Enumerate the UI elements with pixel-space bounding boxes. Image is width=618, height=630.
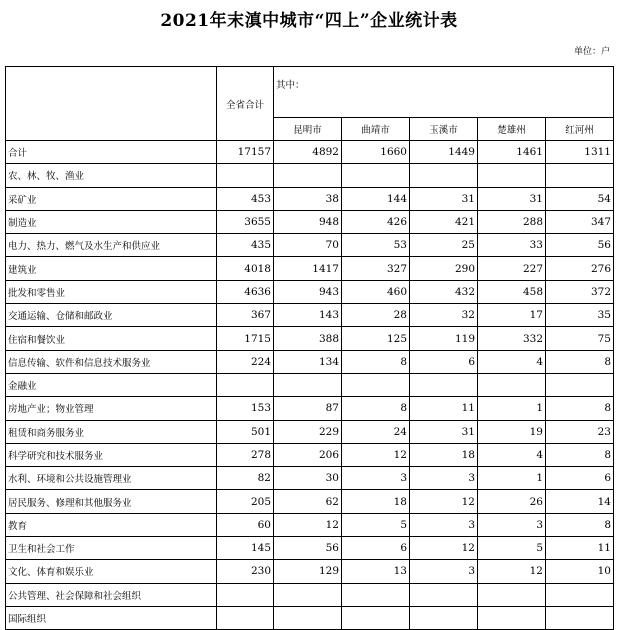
table-cell: 25 (410, 234, 478, 257)
row-label: 农、林、牧、渔业 (6, 164, 217, 187)
row-label: 制造业 (6, 210, 217, 233)
table-cell: 75 (546, 327, 614, 350)
row-label: 国际组织 (6, 606, 217, 629)
table-row (6, 187, 614, 210)
table-row (6, 280, 614, 303)
table-cell: 54 (546, 187, 614, 210)
table-cell: 153 (217, 397, 274, 420)
header-city-kunming: 昆明市 (274, 118, 342, 141)
table-cell: 119 (410, 327, 478, 350)
table-cell (217, 583, 274, 606)
table-cell: 3 (410, 513, 478, 536)
table-cell (217, 164, 274, 187)
table-row (6, 490, 614, 513)
row-label: 合计 (6, 141, 217, 164)
header-city-yuxi: 玉溪市 (410, 118, 478, 141)
table-row (6, 420, 614, 443)
table-cell: 56 (546, 234, 614, 257)
table-row (6, 141, 614, 164)
table-cell: 82 (217, 467, 274, 490)
table-cell: 35 (546, 304, 614, 327)
table-cell: 426 (342, 210, 410, 233)
table-cell: 432 (410, 280, 478, 303)
table-cell: 1 (478, 467, 546, 490)
table-cell: 19 (478, 420, 546, 443)
table-cell: 1417 (274, 257, 342, 280)
table-cell: 347 (546, 210, 614, 233)
row-label: 房地产业；物业管理 (6, 397, 217, 420)
row-label: 卫生和社会工作 (6, 537, 217, 560)
table-cell: 31 (410, 187, 478, 210)
table-cell: 53 (342, 234, 410, 257)
table-cell: 3 (410, 560, 478, 583)
table-cell: 3 (410, 467, 478, 490)
table-cell (274, 606, 342, 629)
row-label: 采矿业 (6, 187, 217, 210)
table-cell: 11 (546, 537, 614, 560)
table-cell (410, 606, 478, 629)
table-cell (546, 606, 614, 629)
table-cell: 1311 (546, 141, 614, 164)
table-cell (342, 164, 410, 187)
header-city-honghe: 红河州 (546, 118, 614, 141)
row-label: 公共管理、社会保障和社会组织 (6, 583, 217, 606)
table-cell (342, 373, 410, 396)
table-cell: 12 (410, 490, 478, 513)
table-cell: 3655 (217, 210, 274, 233)
table-row (6, 467, 614, 490)
row-label: 住宿和餐饮业 (6, 327, 217, 350)
row-label: 建筑业 (6, 257, 217, 280)
table-row (6, 606, 614, 629)
table-cell: 288 (478, 210, 546, 233)
table-cell (546, 583, 614, 606)
row-label: 金融业 (6, 373, 217, 396)
header-city-chuxiong: 楚雄州 (478, 118, 546, 141)
table-row (6, 537, 614, 560)
table-cell: 4636 (217, 280, 274, 303)
table-cell: 12 (478, 560, 546, 583)
header-row-1 (6, 67, 614, 118)
table-cell: 56 (274, 537, 342, 560)
table-cell: 206 (274, 443, 342, 466)
table-cell: 12 (342, 443, 410, 466)
table-cell: 17157 (217, 141, 274, 164)
statistics-table (5, 66, 614, 630)
table-cell (274, 373, 342, 396)
table-cell: 8 (546, 513, 614, 536)
table-row (6, 210, 614, 233)
table-cell: 1 (478, 397, 546, 420)
table-cell: 24 (342, 420, 410, 443)
table-cell: 125 (342, 327, 410, 350)
table-cell (478, 606, 546, 629)
table-cell: 62 (274, 490, 342, 513)
row-label: 电力、热力、燃气及水生产和供应业 (6, 234, 217, 257)
table-cell: 4018 (217, 257, 274, 280)
table-cell: 17 (478, 304, 546, 327)
table-row (6, 327, 614, 350)
table-cell: 4 (478, 443, 546, 466)
row-label: 信息传输、软件和信息技术服务业 (6, 350, 217, 373)
row-label: 教育 (6, 513, 217, 536)
table-cell (217, 373, 274, 396)
table-row (6, 443, 614, 466)
table-cell: 11 (410, 397, 478, 420)
table-cell: 31 (478, 187, 546, 210)
table-cell: 30 (274, 467, 342, 490)
table-cell (274, 164, 342, 187)
table-cell (546, 164, 614, 187)
table-cell: 4 (478, 350, 546, 373)
table-row (6, 373, 614, 396)
table-cell: 6 (410, 350, 478, 373)
table-cell: 230 (217, 560, 274, 583)
table-cell: 453 (217, 187, 274, 210)
page-title: 2021年末滇中城市“四上”企业统计表 (160, 11, 458, 31)
header-city-qujing: 曲靖市 (342, 118, 410, 141)
table-cell: 224 (217, 350, 274, 373)
row-label: 文化、体育和娱乐业 (6, 560, 217, 583)
table-cell: 4892 (274, 141, 342, 164)
table-cell: 367 (217, 304, 274, 327)
table-row (6, 304, 614, 327)
row-label: 交通运输、仓储和邮政业 (6, 304, 217, 327)
table-cell: 943 (274, 280, 342, 303)
table-cell: 129 (274, 560, 342, 583)
table-cell: 87 (274, 397, 342, 420)
table-cell (478, 583, 546, 606)
table-cell: 32 (410, 304, 478, 327)
table-cell: 227 (478, 257, 546, 280)
table-cell: 12 (410, 537, 478, 560)
table-cell (410, 373, 478, 396)
row-label: 批发和零售业 (6, 280, 217, 303)
table-cell: 948 (274, 210, 342, 233)
table-cell: 33 (478, 234, 546, 257)
table-cell: 1660 (342, 141, 410, 164)
header-among: 其中： (274, 67, 614, 118)
table-cell (342, 583, 410, 606)
table-cell (217, 606, 274, 629)
table-cell: 60 (217, 513, 274, 536)
table-row (6, 234, 614, 257)
table-cell (342, 606, 410, 629)
table-cell: 31 (410, 420, 478, 443)
row-label: 科学研究和技术服务业 (6, 443, 217, 466)
unit-label: 单位：户 (573, 47, 610, 57)
row-label: 居民服务、修理和其他服务业 (6, 490, 217, 513)
table-cell: 143 (274, 304, 342, 327)
table-row (6, 397, 614, 420)
table-cell: 8 (546, 443, 614, 466)
row-label: 租赁和商务服务业 (6, 420, 217, 443)
table-cell: 144 (342, 187, 410, 210)
table-cell: 18 (410, 443, 478, 466)
table-cell: 13 (342, 560, 410, 583)
table-cell: 327 (342, 257, 410, 280)
table-cell (546, 373, 614, 396)
table-cell: 28 (342, 304, 410, 327)
table-cell: 134 (274, 350, 342, 373)
table-cell: 1449 (410, 141, 478, 164)
table-cell: 70 (274, 234, 342, 257)
table-cell (410, 583, 478, 606)
table-cell: 5 (342, 513, 410, 536)
table-cell: 229 (274, 420, 342, 443)
table-row (6, 560, 614, 583)
table-cell: 276 (546, 257, 614, 280)
table-cell (410, 164, 478, 187)
row-label: 水利、环境和公共设施管理业 (6, 467, 217, 490)
table-cell: 278 (217, 443, 274, 466)
table-cell: 501 (217, 420, 274, 443)
table-cell: 3 (342, 467, 410, 490)
table-cell (274, 583, 342, 606)
table-cell: 332 (478, 327, 546, 350)
header-blank-cell (6, 67, 217, 141)
table-cell: 6 (342, 537, 410, 560)
table-cell: 290 (410, 257, 478, 280)
table-cell: 5 (478, 537, 546, 560)
table-row (6, 513, 614, 536)
table-cell: 26 (478, 490, 546, 513)
table-cell: 14 (546, 490, 614, 513)
table-cell: 388 (274, 327, 342, 350)
table-row (6, 257, 614, 280)
table-cell: 372 (546, 280, 614, 303)
table-cell: 460 (342, 280, 410, 303)
table-cell: 435 (217, 234, 274, 257)
table-row (6, 164, 614, 187)
table-row (6, 583, 614, 606)
table-cell (478, 164, 546, 187)
table-cell: 1715 (217, 327, 274, 350)
table-row (6, 350, 614, 373)
table-cell: 3 (478, 513, 546, 536)
table-cell: 10 (546, 560, 614, 583)
header-total: 全省合计 (217, 67, 274, 141)
table-cell: 421 (410, 210, 478, 233)
table-cell: 8 (342, 397, 410, 420)
table-cell: 145 (217, 537, 274, 560)
table-cell: 1461 (478, 141, 546, 164)
table-cell: 8 (342, 350, 410, 373)
table-cell: 12 (274, 513, 342, 536)
table-cell: 6 (546, 467, 614, 490)
table-cell: 8 (546, 397, 614, 420)
table-cell: 205 (217, 490, 274, 513)
table-cell: 23 (546, 420, 614, 443)
table-cell: 458 (478, 280, 546, 303)
table-cell: 18 (342, 490, 410, 513)
table-cell: 38 (274, 187, 342, 210)
table-cell (478, 373, 546, 396)
table-cell: 8 (546, 350, 614, 373)
